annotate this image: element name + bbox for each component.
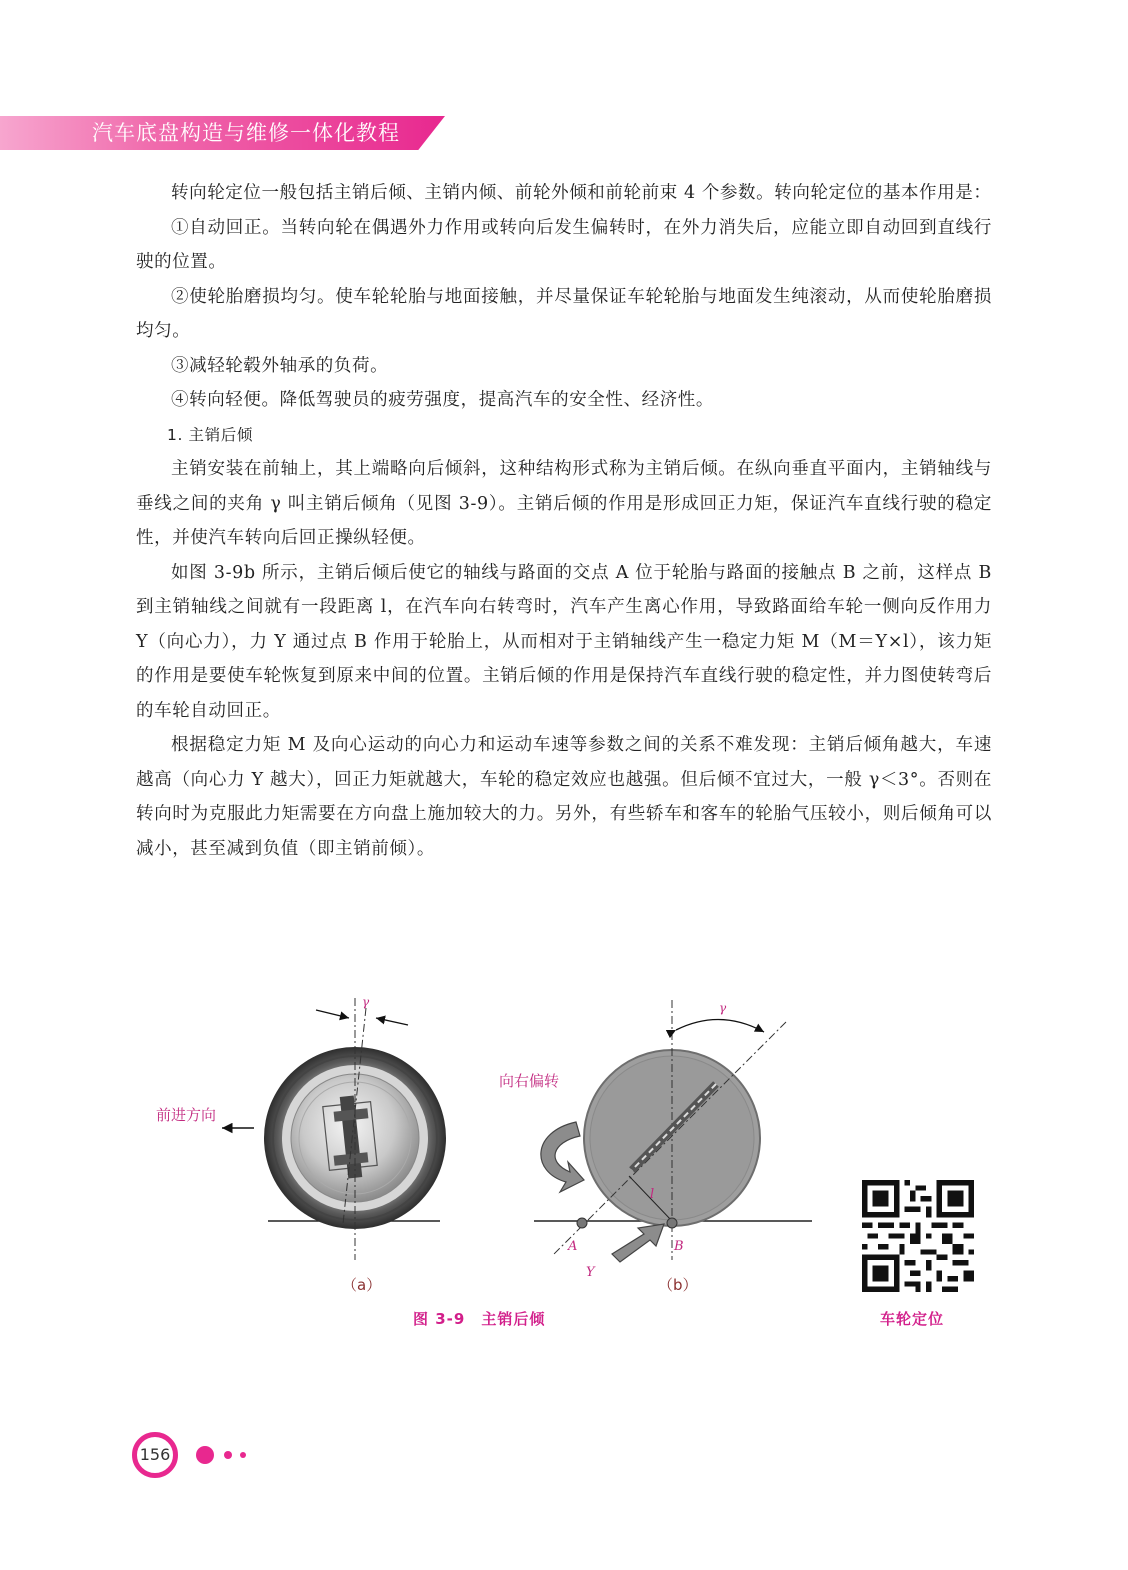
subcaption-a: （a） xyxy=(342,1276,382,1292)
page-number: 156 xyxy=(139,1445,171,1464)
body-text xyxy=(136,176,992,866)
figure-3-9 xyxy=(136,992,836,1292)
qr-code[interactable] xyxy=(862,1180,974,1292)
section-heading: 1. 主销后倾 xyxy=(167,425,253,444)
page-dot-medium xyxy=(224,1451,232,1459)
figure-caption: 图 3-9 主销后倾 xyxy=(413,1310,546,1328)
paragraph-point-2: ②使轮胎磨损均匀。使车轮轮胎与地面接触，并尽量保证车轮轮胎与地面发生纯滚动，从而使轮胎磨损均匀。 xyxy=(136,286,992,341)
qr-caption: 车轮定位 xyxy=(880,1310,945,1328)
label-B: B xyxy=(674,1239,684,1254)
label-forward-direction: 前进方向 xyxy=(156,1106,217,1124)
label-turn-right: 向右偏转 xyxy=(499,1072,560,1090)
label-gamma-b: γ xyxy=(719,1001,727,1015)
paragraph-point-1: ①自动回正。当转向轮在偶遇外力作用或转向后发生偏转时，在外力消失后，应能立即自动回到直线行驶的位置。 xyxy=(136,217,992,272)
paragraph-point-4: ④转向轻便。降低驾驶员的疲劳强度，提高汽车的安全性、经济性。 xyxy=(171,390,714,410)
label-gamma-a: γ xyxy=(362,995,370,1009)
page-dot-large xyxy=(196,1446,214,1464)
subcaption-b: （b） xyxy=(658,1276,698,1292)
page-dot-small xyxy=(240,1452,246,1458)
label-Y: Y xyxy=(586,1265,595,1280)
book-title: 汽车底盘构造与维修一体化教程 xyxy=(92,121,400,145)
paragraph-point-3: ③减轻轮毂外轴承的负荷。 xyxy=(171,355,389,376)
label-l: l xyxy=(650,1187,655,1202)
paragraph-definition: 主销安装在前轴上，其上端略向后倾斜，这种结构形式称为主销后倾。在纵向垂直平面内，主销轴线与垂线之间的夹角 γ 叫主销后倾角（见图 3-9）。主销后倾的作用是形成回正力矩，保证汽车直线行驶的稳定性，并使汽车转向后回正操纵轻便。 xyxy=(136,459,992,548)
wheel-front-view xyxy=(222,998,446,1260)
paragraph-conclusion: 根据稳定力矩 M 及向心运动的向心力和运动车速等参数之间的关系不难发现：主销后倾角越大，车速越高（向心力 Y 越大），回正力矩就越大，车轮的稳定效应也越强。但后倾不宜过大，一般 γ＜3°。否则在转向时为克服此力矩需要在方向盘上施加较大的力。另外，有些轿车和客车的轮胎气压较小，则后倾角可以减小，甚至减到负值（即主销前倾）。 xyxy=(136,735,992,859)
paragraph-explanation: 如图 3-9b 所示，主销后倾后使它的轴线与路面的交点 A 位于轮胎与路面的接触点 B 之前，这样点 B 到主销轴线之间就有一段距离 l，在汽车向右转弯时，汽车产生离心作用，导致路面给车轮一侧向反作用力 Y（向心力），力 Y 通过点 B 作用于轮胎上，从而相对于主销轴线产生一稳定力矩 M（M＝Y×l），该力矩的作用是要使车轮恢复到原来中间的位置。主销后倾的作用是保持汽车直线行驶的稳定性，并力图使转弯后的车轮自动回正。 xyxy=(136,562,992,721)
wheel-side-view xyxy=(534,1000,812,1262)
label-A: A xyxy=(568,1239,578,1254)
paragraph-intro: 转向轮定位一般包括主销后倾、主销内倾、前轮外倾和前轮前束 4 个参数。转向轮定位的基本作用是： xyxy=(171,183,992,203)
